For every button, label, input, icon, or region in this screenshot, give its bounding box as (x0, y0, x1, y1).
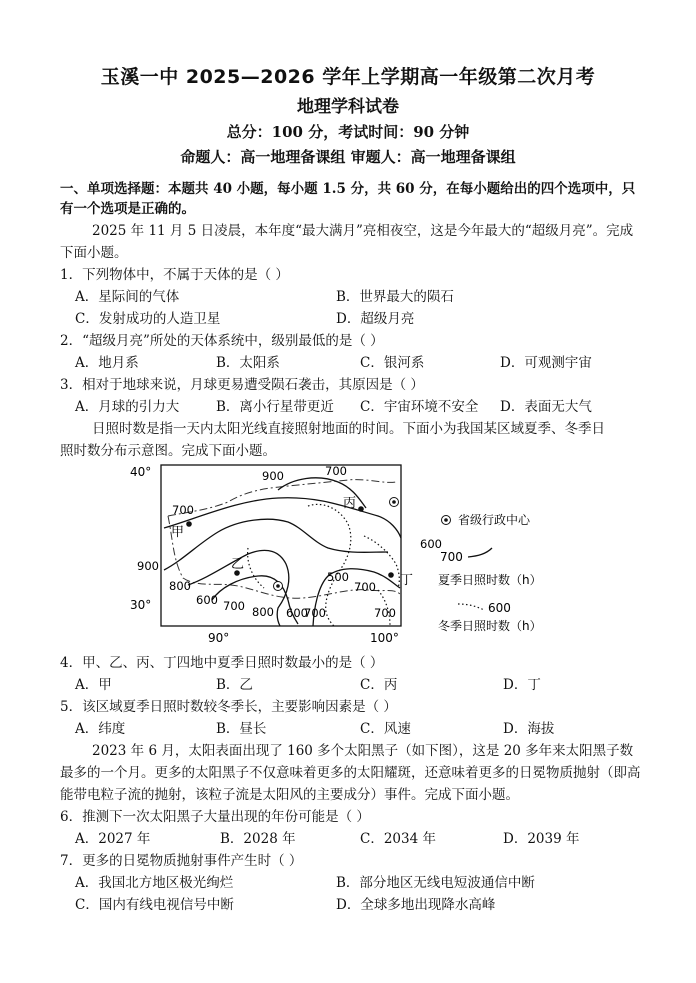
summer-label-700-west: 700 (172, 503, 194, 517)
question-6-option-d[interactable]: D．2039 年 (503, 831, 580, 847)
section-instruction-line2: 有一个选项是正确的。 (60, 201, 195, 217)
summer-label-700-south: 700 (223, 599, 245, 613)
winter-label-700-mid: 700 (354, 580, 376, 594)
section-instruction-line1: 一、单项选择题：本题共 40 小题，每小题 1.5 分，共 60 分，在每小题给出的四个选项中，只 (60, 181, 636, 197)
place-ding-label: 丁 (400, 573, 414, 588)
question-3-option-c[interactable]: C．宇宙环境不安全 (360, 399, 479, 415)
question-4-option-c[interactable]: C．丙 (360, 677, 398, 693)
legend-winter-label: 冬季日照时数（h） (438, 619, 542, 633)
question-4-option-a[interactable]: A．甲 (75, 677, 112, 693)
question-2-option-d[interactable]: D．可观测宇宙 (500, 355, 592, 371)
question-7-option-b[interactable]: B．部分地区无线电短波通信中断 (336, 875, 535, 891)
place-ding-dot (388, 572, 394, 578)
question-1-option-a[interactable]: A．星际间的气体 (75, 289, 180, 305)
question-3-option-b[interactable]: B．离小行星带更近 (216, 399, 334, 415)
capital-icon (390, 498, 399, 507)
question-7-option-d[interactable]: D．全球多地出现降水高峰 (336, 897, 496, 913)
exam-title: 玉溪一中 2025—2026 学年上学期高一年级第二次月考 (100, 66, 596, 88)
legend-capital-icon (442, 516, 451, 525)
sunshine-hours-map (128, 460, 568, 650)
lat-40-label: 40° (130, 465, 152, 479)
summer-label-700-southeast: 700 (304, 606, 326, 620)
map-legend (438, 512, 542, 633)
place-bing-dot (358, 506, 364, 512)
winter-label-600: 600 (420, 537, 442, 551)
legend-winter-line (458, 604, 484, 610)
place-jia-label: 甲 (171, 525, 185, 540)
place-bing-label: 丙 (343, 496, 357, 511)
passage2-line1: 日照时数是指一天内太阳光线直接照射地面的时间。下面小为我国某区域夏季、冬季日 (92, 421, 605, 437)
passage2-line2: 照时数分布示意图。完成下面小题。 (60, 443, 276, 459)
question-2-option-c[interactable]: C．银河系 (360, 355, 425, 371)
passage1-line2: 下面小题。 (60, 245, 128, 261)
question-5-option-b[interactable]: B．昼长 (216, 721, 267, 737)
summer-label-600-southeast: 600 (286, 606, 308, 620)
question-7-stem: 7．更多的日冕物质抛射事件产生时（ ） (60, 853, 303, 869)
question-1-option-c[interactable]: C．发射成功的人造卫星 (75, 311, 221, 327)
summer-label-900-west: 900 (137, 559, 159, 573)
exam-subject: 地理学科试卷 (297, 97, 399, 117)
authors: 命题人：高一地理备课组 审题人：高一地理备课组 (180, 148, 516, 166)
question-1-option-b[interactable]: B．世界最大的陨石 (336, 289, 454, 305)
summer-label-800-west: 800 (169, 579, 191, 593)
question-2-option-a[interactable]: A．地月系 (75, 355, 139, 371)
question-4-option-d[interactable]: D．丁 (503, 677, 541, 693)
question-7-option-a[interactable]: A．我国北方地区极光绚烂 (75, 875, 234, 891)
legend-summer-value: 700 (440, 550, 463, 564)
winter-value-labels (354, 537, 442, 620)
place-jia-dot (186, 521, 192, 527)
question-6-option-a[interactable]: A．2027 年 (75, 831, 151, 847)
lat-30-label: 30° (130, 598, 152, 612)
question-2-stem: 2．“超级月亮”所处的天体系统中，级别最低的是（ ） (60, 333, 384, 349)
summer-label-800-south: 800 (252, 605, 274, 619)
question-7-option-c[interactable]: C．国内有线电视信号中断 (75, 897, 234, 913)
question-6-option-b[interactable]: B．2028 年 (220, 831, 296, 847)
question-3-option-d[interactable]: D．表面无大气 (500, 399, 592, 415)
passage1-line1: 2025 年 11 月 5 日凌晨，本年度“最大满月”亮相夜空，这是今年最大的“超级月亮”。完成 (92, 223, 634, 239)
passage3-line2: 最多的一个月。更多的太阳黑子不仅意味着更多的太阳耀斑，还意味着更多的日冕物质抛射（即高 (60, 765, 641, 781)
place-yi-label: 乙 (231, 557, 245, 572)
legend-summer-line (468, 548, 492, 557)
question-6-option-c[interactable]: C．2034 年 (360, 831, 436, 847)
question-4-stem: 4．甲、乙、丙、丁四地中夏季日照时数最小的是（ ） (60, 655, 384, 671)
question-5-option-c[interactable]: C．风速 (360, 721, 411, 737)
question-5-stem: 5．该区域夏季日照时数较冬季长，主要影响因素是（ ） (60, 699, 397, 715)
question-4-option-b[interactable]: B．乙 (216, 677, 253, 693)
summer-label-600-south: 600 (196, 593, 218, 607)
legend-winter-value: 600 (488, 601, 511, 615)
question-6-stem: 6．推测下一次太阳黑子大量出现的年份可能是（ ） (60, 809, 370, 825)
summer-label-900-top: 900 (262, 469, 284, 483)
legend-summer-label: 夏季日照时数（h） (438, 573, 542, 587)
lon-90-label: 90° (208, 631, 230, 645)
question-5-option-a[interactable]: A．纬度 (75, 721, 126, 737)
summer-label-700-top: 700 (325, 464, 347, 478)
question-5-option-d[interactable]: D．海拔 (503, 721, 555, 737)
score-time: 总分：100 分，考试时间：90 分钟 (226, 123, 470, 141)
question-3-option-a[interactable]: A．月球的引力大 (75, 399, 180, 415)
capital-icon (274, 582, 283, 591)
legend-capital-label: 省级行政中心 (458, 513, 531, 527)
winter-label-700-south: 700 (374, 606, 396, 620)
question-1-stem: 1．下列物体中，不属于天体的是（ ） (60, 267, 289, 283)
lon-100-label: 100° (370, 631, 399, 645)
summer-label-500: 500 (327, 570, 349, 584)
question-2-option-b[interactable]: B．太阳系 (216, 355, 280, 371)
passage3-line1: 2023 年 6 月，太阳表面出现了 160 多个太阳黑子（如下图），这是 20 多年来太阳黑子数 (92, 743, 634, 759)
question-3-stem: 3．相对于地球来说，月球更易遭受陨石袭击，其原因是（ ） (60, 377, 424, 393)
question-1-option-d[interactable]: D．超级月亮 (336, 311, 415, 327)
passage3-line3: 能带电粒子流的抛射，该粒子流是太阳风的主要成分）事件。完成下面小题。 (60, 787, 519, 803)
